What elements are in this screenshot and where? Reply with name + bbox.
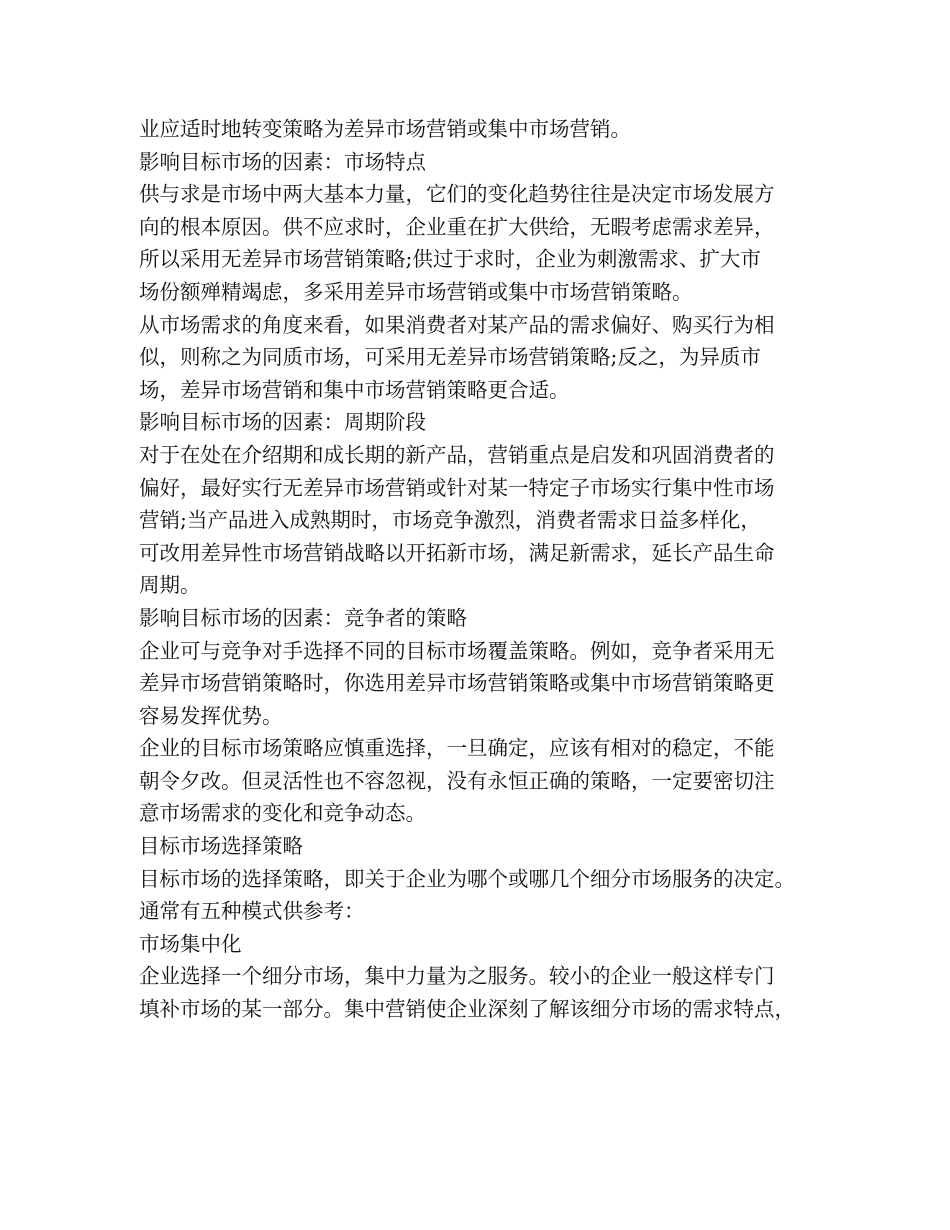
section-heading: 影响目标市场的因素：周期阶段 <box>139 410 426 435</box>
paragraph-line: 意市场需求的变化和竞争动态。 <box>139 801 426 826</box>
paragraph-line: 周期。 <box>139 573 201 598</box>
paragraph-line: 填补市场的某一部分。集中营销使企业深刻了解该细分市场的需求特点， <box>139 997 795 1022</box>
paragraph-line: 从市场需求的角度来看，如果消费者对某产品的需求偏好、购买行为相 <box>139 312 775 337</box>
paragraph-line: 容易发挥优势。 <box>139 703 283 728</box>
paragraph-line: 营销;当产品进入成熟期时，市场竞争激烈，消费者需求日益多样化， <box>139 508 761 533</box>
paragraph-line: 场，差异市场营销和集中市场营销策略更合适。 <box>139 377 570 402</box>
paragraph-line: 企业可与竞争对手选择不同的目标市场覆盖策略。例如，竞争者采用无 <box>139 638 775 663</box>
paragraph-line: 通常有五种模式供参考： <box>139 899 365 924</box>
document-body <box>139 113 839 1026</box>
paragraph-line: 企业的目标市场策略应慎重选择，一旦确定，应该有相对的稳定，不能 <box>139 736 775 761</box>
paragraph-line: 对于在处在介绍期和成长期的新产品，营销重点是启发和巩固消费者的 <box>139 442 775 467</box>
paragraph-line: 似，则称之为同质市场，可采用无差异市场营销策略;反之，为异质市 <box>139 345 761 370</box>
paragraph-line: 差异市场营销策略时，你选用差异市场营销策略或集中市场营销策略更 <box>139 671 775 696</box>
paragraph-line: 企业选择一个细分市场，集中力量为之服务。较小的企业一般这样专门 <box>139 964 775 989</box>
section-heading: 影响目标市场的因素：竞争者的策略 <box>139 605 467 630</box>
section-heading: 目标市场选择策略 <box>139 834 303 859</box>
paragraph-line: 向的根本原因。供不应求时，企业重在扩大供给，无暇考虑需求差异， <box>139 214 775 239</box>
section-heading: 影响目标市场的因素：市场特点 <box>139 149 426 174</box>
paragraph-line: 所以采用无差异市场营销策略;供过于求时，企业为刺激需求、扩大市 <box>139 247 761 272</box>
paragraph-line: 供与求是市场中两大基本力量，它们的变化趋势往往是决定市场发展方 <box>139 182 775 207</box>
paragraph-line: 目标市场的选择策略，即关于企业为哪个或哪几个细分市场服务的决定。 <box>139 866 795 891</box>
paragraph-line: 可改用差异性市场营销战略以开拓新市场，满足新需求，延长产品生命 <box>139 540 775 565</box>
section-heading: 市场集中化 <box>139 931 242 956</box>
paragraph-line: 偏好，最好实行无差异市场营销或针对某一特定子市场实行集中性市场 <box>139 475 775 500</box>
paragraph-line: 业应适时地转变策略为差异市场营销或集中市场营销。 <box>139 117 631 141</box>
paragraph-line: 场份额殚精竭虑，多采用差异市场营销或集中市场营销策略。 <box>139 279 693 304</box>
paragraph-line: 朝令夕改。但灵活性也不容忽视，没有永恒正确的策略，一定要密切注 <box>139 768 775 793</box>
